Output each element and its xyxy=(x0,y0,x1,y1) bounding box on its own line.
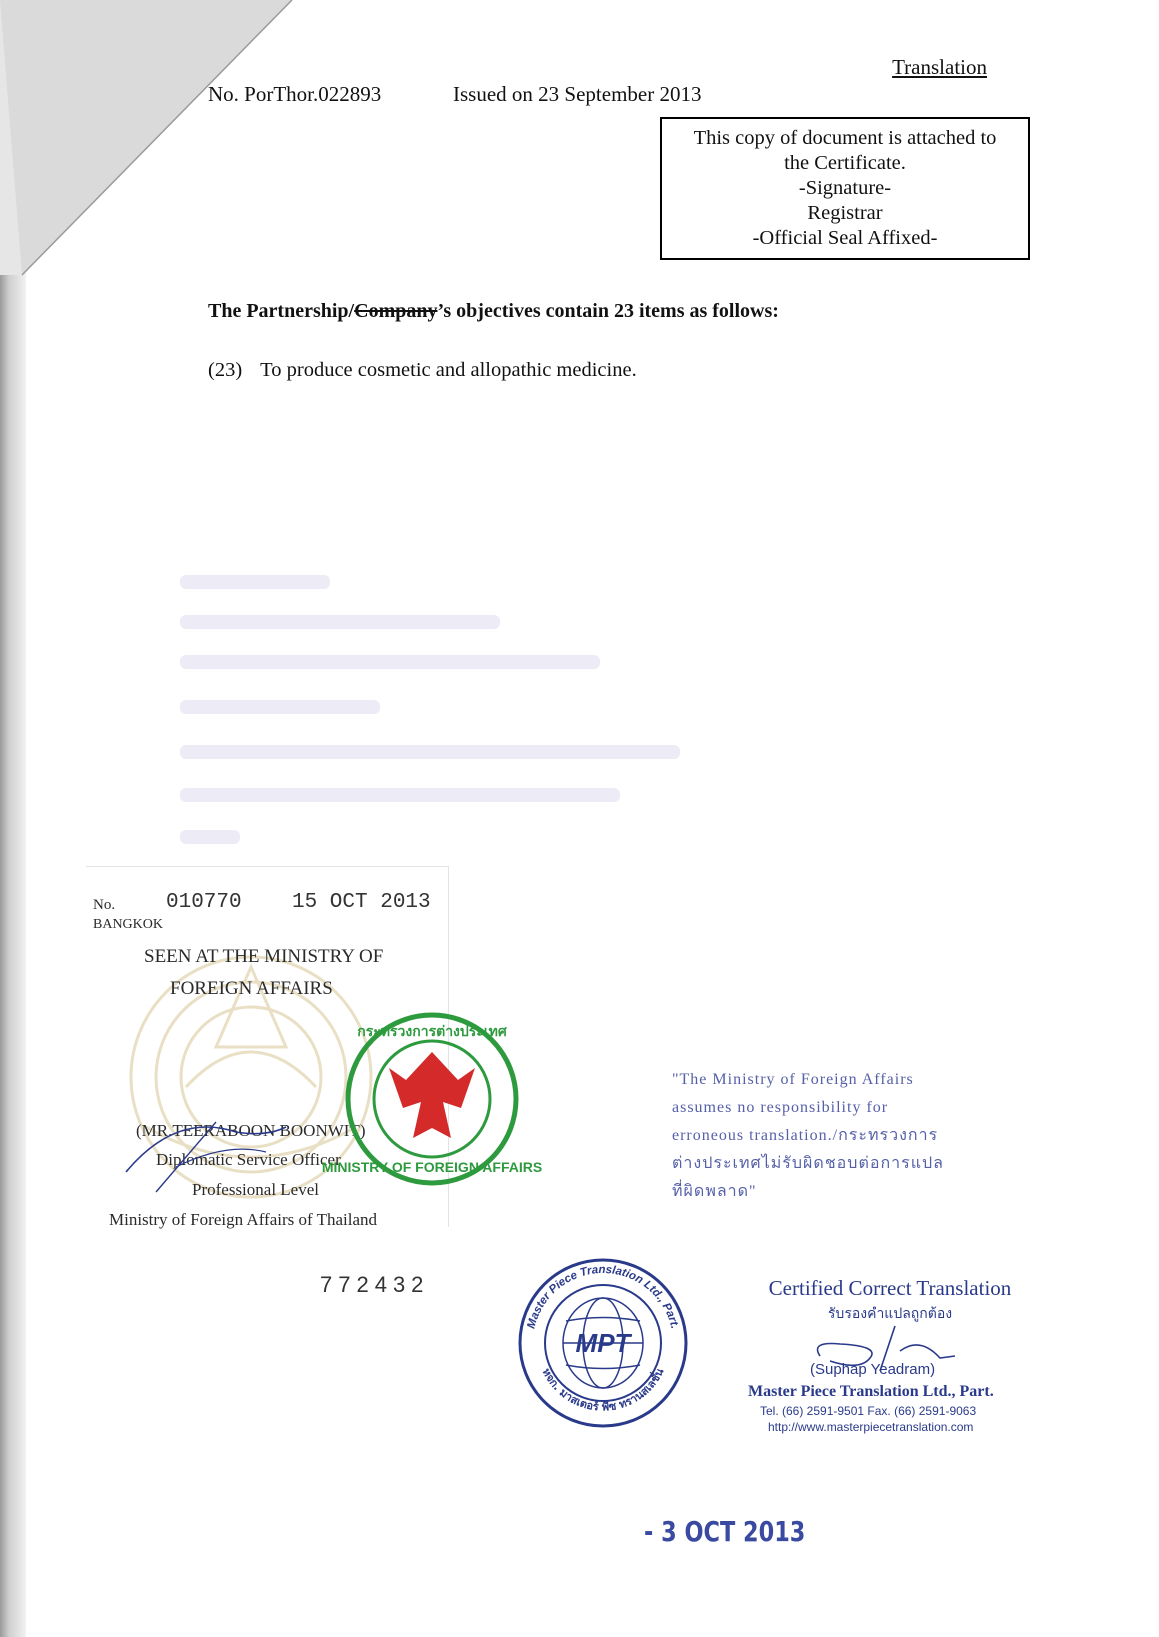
show-through-line xyxy=(180,830,240,844)
folded-corner xyxy=(0,0,300,300)
mpt-abbrev: MPT xyxy=(575,1328,631,1358)
company-contact: Tel. (66) 2591-9501 Fax. (66) 2591-9063 xyxy=(760,1404,977,1418)
date-stamp: - 3 OCT 2013 xyxy=(644,1515,806,1548)
mpt-ring-text: Master Piece Translation Ltd., Part. xyxy=(525,1263,681,1331)
heading-text: ’s objectives contain 23 items as follows: xyxy=(437,300,779,322)
seal-text-thai: กระทรวงการต่างประเทศ xyxy=(357,1024,507,1040)
heading-text: The Partnership/ xyxy=(208,300,355,322)
stamp-number: 010770 xyxy=(166,891,242,914)
mpt-ring-text-thai: หจก. มาสเตอร์ พีซ ทรานสเลชั่น xyxy=(539,1366,667,1414)
attachment-line: -Signature- xyxy=(798,177,892,199)
show-through-line xyxy=(180,615,500,629)
translator-name: (Suphap Yeadram) xyxy=(810,1361,936,1378)
show-through-line xyxy=(180,788,620,802)
disclaimer-line: ที่ผิดพลาด" xyxy=(672,1183,757,1200)
svg-text:หจก. มาสเตอร์ พีซ ทรานสเลชั่น xyxy=(540,1366,667,1414)
attachment-note-box xyxy=(660,117,1030,260)
document-number: No. PorThor.022893 xyxy=(208,82,382,106)
mpt-seal-icon xyxy=(516,1256,690,1430)
item-text: To produce cosmetic and allopathic medicine. xyxy=(260,359,637,381)
show-through-line xyxy=(180,655,600,669)
item-number: (23) xyxy=(208,359,243,381)
show-through-line xyxy=(180,700,380,714)
ministry-disclaimer-stamp xyxy=(672,1066,944,1206)
officer-role: Diplomatic Service Officer xyxy=(156,1150,341,1169)
attachment-line: Registrar xyxy=(807,202,883,224)
certification-title: Certified Correct Translation xyxy=(768,1276,1012,1300)
officer-level: Professional Level xyxy=(192,1180,319,1199)
company-name: Master Piece Translation Ltd., Part. xyxy=(748,1383,994,1400)
officer-signature xyxy=(116,1092,316,1202)
officer-name: (MR.TEERABOON BOONWIT) xyxy=(136,1121,366,1140)
show-through-line xyxy=(180,575,330,589)
company-url: http://www.masterpiecetranslation.com xyxy=(768,1420,974,1434)
serial-number: 772432 xyxy=(320,1272,430,1297)
show-through-line xyxy=(180,745,680,759)
stamp-no-label: No. xyxy=(93,897,116,913)
attachment-line: This copy of document is attached to xyxy=(693,127,997,149)
attachment-line: the Certificate. xyxy=(784,152,906,174)
stamp-city: BANGKOK xyxy=(93,917,163,932)
disclaimer-line: "The Ministry of Foreign Affairs xyxy=(672,1071,914,1088)
disclaimer-line: assumes no responsibility for xyxy=(672,1099,889,1116)
struck-word: Company xyxy=(354,300,438,322)
stamp-date: 15 OCT 2013 xyxy=(292,891,431,914)
attachment-line: -Official Seal Affixed- xyxy=(752,227,938,249)
ministry-seal-icon xyxy=(321,1010,543,1188)
translation-label: Translation xyxy=(892,55,987,79)
certification-thai: รับรองคำแปลถูกต้อง xyxy=(827,1307,953,1322)
disclaimer-line: ต่างประเทศไม่รับผิดชอบต่อการแปล xyxy=(672,1155,944,1172)
issue-date: Issued on 23 September 2013 xyxy=(453,82,702,106)
stamp-seen-line: FOREIGN AFFAIRS xyxy=(170,978,333,999)
disclaimer-line: erroneous translation./กระทรวงการ xyxy=(672,1127,939,1144)
seal-text: MINISTRY OF FOREIGN AFFAIRS xyxy=(321,1159,543,1175)
stamp-seen-line: SEEN AT THE MINISTRY OF xyxy=(144,946,384,967)
officer-organization: Ministry of Foreign Affairs of Thailand xyxy=(109,1210,378,1229)
objectives-heading xyxy=(208,300,779,323)
objective-item xyxy=(208,359,637,382)
